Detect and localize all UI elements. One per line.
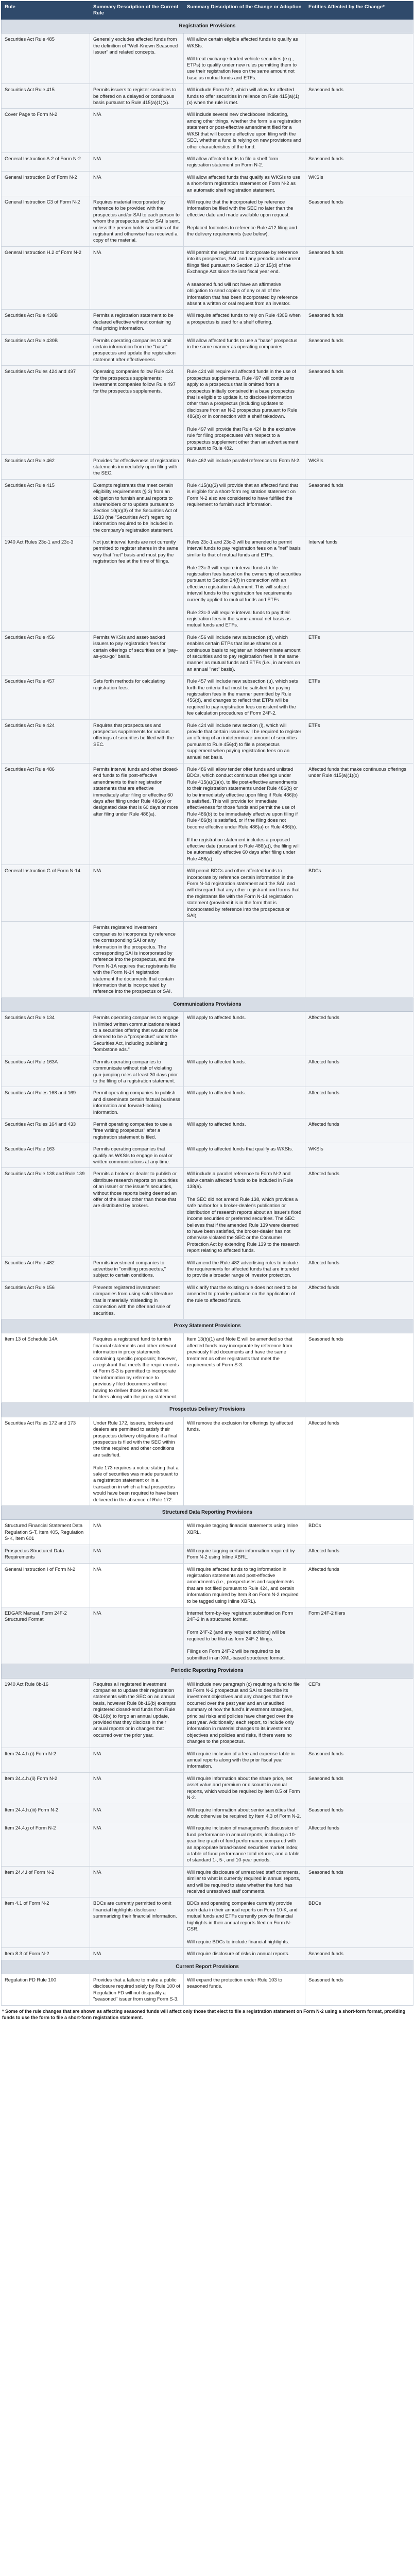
entities-cell: Affected funds: [305, 1118, 413, 1143]
entities-cell: Affected funds: [305, 1545, 413, 1563]
rule-cell: Regulation FD Rule 100: [2, 1974, 90, 2006]
rule-cell: Prospectus Structured Data Requirements: [2, 1545, 90, 1563]
current-rule-cell: N/A: [90, 1607, 184, 1664]
change-cell: Will remove the exclusion for offerings by affected funds.: [184, 1417, 305, 1505]
entities-cell: ETFs: [305, 675, 413, 719]
table-row: [2, 246, 413, 310]
rule-cell: Securities Act Rule 457: [2, 675, 90, 719]
table-row: [2, 1974, 413, 2006]
rule-cell: Securities Act Rule 424: [2, 719, 90, 763]
table-row: [2, 1678, 413, 1748]
current-rule-cell: Under Rule 172, issuers, brokers and dealers are permitted to satisfy their prospectus delivery obligations if a final prospectus is filed with the SEC within the time required and other conditions are satisfied. Rule 173 requires a notice stating that a sale of securities was made pursuant to a registration statement or in a transaction in which a final prospectus would have been required to have been delivered in the absence of Rule 172.: [90, 1417, 184, 1505]
entities-cell: Seasoned funds: [305, 1804, 413, 1822]
change-cell: Will require inclusion of a fee and expense table in annual reports along with the prior fiscal year information.: [184, 1748, 305, 1772]
current-rule-cell: Prevents registered investment companies from using sales literature that is materially misleading in connection with the offer and sale of securities.: [90, 1281, 184, 1319]
header-change: Summary Description of the Change or Adoption: [184, 2, 305, 20]
entities-cell: [305, 33, 413, 84]
rule-cell: Securities Act Rule 163: [2, 1143, 90, 1168]
table-row: [2, 719, 413, 763]
entities-cell: Seasoned funds: [305, 1866, 413, 1897]
entities-cell: Seasoned funds: [305, 1748, 413, 1772]
entities-cell: Seasoned funds: [305, 479, 413, 536]
rule-cell: Securities Act Rule 485: [2, 33, 90, 84]
change-cell: Will apply to affected funds.: [184, 1118, 305, 1143]
current-rule-cell: Generally excludes affected funds from the definition of "Well-Known Seasoned Issuer" and related concepts.: [90, 33, 184, 84]
current-rule-cell: N/A: [90, 152, 184, 171]
table-row: [2, 764, 413, 865]
header-row: [2, 2, 413, 20]
entities-cell: BDCs: [305, 1897, 413, 1948]
rule-cell: Securities Act Rules 424 and 497: [2, 366, 90, 454]
current-rule-cell: Operating companies follow Rule 424 for the prospectus supplements; investment companies follow Rule 497 for the prospectus supplements.: [90, 366, 184, 454]
change-cell: Will apply to affected funds.: [184, 1012, 305, 1056]
current-rule-cell: Permits operating companies to communicate without risk of violating gun-jumping rules at least 30 days prior to the filing of a registration statement.: [90, 1056, 184, 1087]
entities-cell: BDCs: [305, 1520, 413, 1545]
entities-cell: Affected funds: [305, 1257, 413, 1281]
table-row: [2, 171, 413, 196]
entities-cell: Form 24F-2 filers: [305, 1607, 413, 1664]
entities-cell: CEFs: [305, 1678, 413, 1748]
rule-cell: Securities Act Rule 456: [2, 631, 90, 675]
current-rule-cell: Requires all registered investment companies to update their registration statements with the SEC on an annual basis, however Rule 8b-16(b) exempts registered closed-end funds from Rule 8b-16(b) to forgo an annual update, provided that they disclose in their annual reports or in changes that occurred over the prior year.: [90, 1678, 184, 1748]
table-row: [2, 1281, 413, 1319]
change-cell: Item 13(b)(1) and Note E will be amended so that affected funds may incorporate by reference from previously filed documents and have the same treatment as other registrants that meet the requirements of Form S-3.: [184, 1333, 305, 1403]
rule-cell: Securities Act Rule 134: [2, 1012, 90, 1056]
table-row: [2, 109, 413, 152]
current-rule-cell: N/A: [90, 1772, 184, 1804]
current-rule-cell: Sets forth methods for calculating registration fees.: [90, 675, 184, 719]
change-cell: Will require affected funds to rely on Rule 430B when a prospectus is used for a shelf offering.: [184, 310, 305, 334]
entities-cell: Seasoned funds: [305, 1974, 413, 2006]
current-rule-cell: Provides for effectiveness of registration statements immediately upon filing with the SEC.: [90, 454, 184, 479]
rule-cell: Securities Act Rule 156: [2, 1281, 90, 1319]
change-cell: Will amend the Rule 482 advertising rules to include the requirements for affected funds that are intended to provide a broader range of investor protection.: [184, 1257, 305, 1281]
change-cell: Rules 23c-1 and 23c-3 will be amended to permit interval funds to pay registration fees on a "net" basis similar to that of mutual funds and ETFs. Rule 23c-3 will require interval funds to file registration fees based on the ownership of securities pursuant to Section 24(f) in connection with an effective registration statement. This will subject interval funds to the registration fee requirements currently applied to mutual funds and ETFs. Rule 23c-3 will require interval funds to pay their registration fees in the same annual net basis as mutual funds and ETFs.: [184, 536, 305, 632]
rule-cell: Securities Act Rules 172 and 173: [2, 1417, 90, 1505]
change-cell: Will permit the registrant to incorporate by reference into its prospectus, SAI, and any periodic and current filings filed pursuant to Section 13 or 15(d) of the Exchange Act since the last fiscal year end. A seasoned fund will not have an affirmative obligation to send copies of any or all of the information that has been incorporated by reference absent a written or oral request from an investor.: [184, 246, 305, 310]
current-rule-cell: Permit operating companies to publish and disseminate certain factual business information and forward-looking information.: [90, 1087, 184, 1118]
entities-cell: Seasoned funds: [305, 1333, 413, 1403]
current-rule-cell: N/A: [90, 1520, 184, 1545]
change-cell: Will apply to affected funds.: [184, 1056, 305, 1087]
entities-cell: Seasoned funds: [305, 196, 413, 246]
rule-cell: General Instruction I of Form N-2: [2, 1563, 90, 1607]
section-header: [2, 1319, 413, 1333]
section-header: [2, 997, 413, 1011]
table-row: [2, 1143, 413, 1168]
change-cell: Will require that the incorporated by reference information be filed with the SEC no later than the effective date and made available upon request. Replaced footnotes to reference Rule 412 filing and the delivery requirements (see below).: [184, 196, 305, 246]
section-header: [2, 1664, 413, 1678]
rule-cell: Securities Act Rule 486: [2, 764, 90, 865]
table-row: [2, 536, 413, 632]
rule-cell: Cover Page to Form N-2: [2, 109, 90, 152]
table-row: [2, 1607, 413, 1664]
table-row: [2, 310, 413, 334]
current-rule-cell: Requires a registered fund to furnish financial statements and other relevant information in proxy statements containing specific proposals; however, a registrant that meets the requirements of Form S-3 is permitted to incorporate the information by reference to previously filed documents without having to deliver those to securities holders along with the proxy statement.: [90, 1333, 184, 1403]
table-row: [2, 1012, 413, 1056]
change-cell: Will allow affected funds to use a "base" prospectus in the same manner as operating companies.: [184, 334, 305, 366]
entities-cell: Affected funds: [305, 1012, 413, 1056]
table-body: [2, 20, 413, 2006]
current-rule-cell: N/A: [90, 1545, 184, 1563]
current-rule-cell: Permits operating companies to omit certain information from the "base" prospectus and update the registration statement after effectiveness.: [90, 334, 184, 366]
current-rule-cell: Requires that prospectuses and prospectus supplements for various offerings of securities be filed with the SEC.: [90, 719, 184, 763]
table-row: [2, 1772, 413, 1804]
current-rule-cell: Permits investment companies to advertise in "omitting prospectus," subject to certain conditions.: [90, 1257, 184, 1281]
change-cell: BDCs and operating companies currently provide such data in their annual reports on Form 10-K, and mutual funds and ETFs currently provide financial highlights in their annual reports filed on Form N-CSR. Will require BDCs to include financial highlights.: [184, 1897, 305, 1948]
table-row: [2, 1056, 413, 1087]
footnote: * Some of the rule changes that are shown as affecting seasoned funds will affect only those that elect to file a registration statement on Form N-2 using a short-form format, providing funds to use the form to file a short-form registration statement.: [2, 2008, 406, 2020]
rule-cell: Securities Act Rule 430B: [2, 310, 90, 334]
rule-cell: Securities Act Rule 163A: [2, 1056, 90, 1087]
entities-cell: WKSIs: [305, 1143, 413, 1168]
rule-cell: Item 8.3 of Form N-2: [2, 1948, 90, 1960]
current-rule-cell: N/A: [90, 1804, 184, 1822]
header-current-rule: Summary Description of the Current Rule: [90, 2, 184, 20]
table-row: [2, 1804, 413, 1822]
entities-cell: Affected funds: [305, 1056, 413, 1087]
rule-cell: General Instruction C3 of Form N-2: [2, 196, 90, 246]
table-row: [2, 33, 413, 84]
rule-cell: Item 4.1 of Form N-2: [2, 1897, 90, 1948]
change-cell: Internet form-by-key registrant submitted on Form 24F-2 in a structured format. Form 24F-2 (and any required exhibits) will be required to be filed as form 24F-2 filings. Filings on Form 24F-2 will be required to be submitted in an XML-based structured format.: [184, 1607, 305, 1664]
header-rule: Rule: [2, 2, 90, 20]
rule-cell: Securities Act Rule 482: [2, 1257, 90, 1281]
entities-cell: WKSIs: [305, 171, 413, 196]
section-title: Communications Provisions: [2, 997, 413, 1011]
table-row: [2, 1748, 413, 1772]
table-row: [2, 1118, 413, 1143]
current-rule-cell: Permits issuers to register securities to be offered on a delayed or continuous basis pursuant to Rule 415(a)(1)(x).: [90, 84, 184, 109]
rule-cell: Securities Act Rules 168 and 169: [2, 1087, 90, 1118]
change-cell: Will require information about the share price, net asset value and premium or discount in annual reports, which would be required by Item 8.5 of Form N-2.: [184, 1772, 305, 1804]
change-cell: Will require tagging financial statements using Inline XBRL.: [184, 1520, 305, 1545]
current-rule-cell: Permit operating companies to use a "free writing prospectus" after a registration statement is filed.: [90, 1118, 184, 1143]
rule-cell: General Instruction B of Form N-2: [2, 171, 90, 196]
change-cell: Will require affected funds to tag information in registration statements and post-effective amendments (i.e., prospectuses and supplements that are not filed pursuant to Rule 424, and certain information required by Item 8 on Form N-2 required to be tagged using Inline XBRL).: [184, 1563, 305, 1607]
current-rule-cell: N/A: [90, 246, 184, 310]
table-row: [2, 1520, 413, 1545]
current-rule-cell: Permits WKSIs and asset-backed issuers to pay registration fees for certain offerings of securities on a "pay-as-you-go" basis.: [90, 631, 184, 675]
rule-cell: General Instruction H.2 of Form N-2: [2, 246, 90, 310]
change-cell: Rule 424 will include new section (i), which will provide that certain issuers will be required to register an offering of an indeterminate amount of securities pursuant to Rule 456(d) to file a prospectus supplement when paying registration fees on an annual net basis.: [184, 719, 305, 763]
rule-cell: Securities Act Rules 164 and 433: [2, 1118, 90, 1143]
entities-cell: Affected funds: [305, 1281, 413, 1319]
table-row: [2, 196, 413, 246]
entities-cell: BDCs: [305, 865, 413, 922]
current-rule-cell: Requires material incorporated by reference to be provided with the prospectus and/or SAI to each person to whom the prospectus and/or SAI is sent, unless the person holds securities of the registrant and otherwise has received a copy of the material.: [90, 196, 184, 246]
table-row: [2, 152, 413, 171]
rules-table: [1, 1, 413, 2006]
current-rule-cell: N/A: [90, 171, 184, 196]
rule-cell: Item 24.4.i of Form N-2: [2, 1866, 90, 1897]
rule-cell: Item 24.4.g of Form N-2: [2, 1822, 90, 1866]
current-rule-cell: Provides that a failure to make a public disclosure required solely by Rule 100 of Regulation FD will not disqualify a "seasoned" issuer from using Form S-3.: [90, 1974, 184, 2006]
rule-cell: General Instruction G of Form N-14: [2, 865, 90, 922]
table-header: [2, 2, 413, 20]
entities-cell: Seasoned funds: [305, 334, 413, 366]
change-cell: Will allow certain eligible affected funds to qualify as WKSIs. Will treat exchange-traded vehicle securities (e.g., ETPs) to qualify under new rules permitting them to use their registration fees on the same amount not base as mutual funds and ETFs.: [184, 33, 305, 84]
change-cell: Will apply to affected funds that qualify as WKSIs.: [184, 1143, 305, 1168]
entities-cell: Affected funds: [305, 1168, 413, 1257]
current-rule-cell: N/A: [90, 1948, 184, 1960]
table-row: [2, 479, 413, 536]
current-rule-cell: N/A: [90, 109, 184, 152]
table-row: [2, 84, 413, 109]
rule-cell: Item 13 of Schedule 14A: [2, 1333, 90, 1403]
entities-cell: Affected funds: [305, 1087, 413, 1118]
entities-cell: Seasoned funds: [305, 310, 413, 334]
change-cell: Will permit BDCs and other affected funds to incorporate by reference certain information in the Form N-14 registration statement and the SAI, and will disregard that any other registrant and forms that the registrants file with the Form N-14 registration statement (provided it is in the form that is incorporated by reference into the prospectus or SAI).: [184, 865, 305, 922]
current-rule-cell: Permits a registration statement to be declared effective without containing final pricing information.: [90, 310, 184, 334]
section-title: Periodic Reporting Provisions: [2, 1664, 413, 1678]
table-row: [2, 675, 413, 719]
current-rule-cell: Exempts registrants that meet certain eligibility requirements (§ 3) from an obligation to furnish annual reports to shareholders or to update pursuant to Section 10(a)(3) of the Securities Act of 1933 (the "Securities Act") regarding information required to be included in the company's registration statement.: [90, 479, 184, 536]
table-row: [2, 1545, 413, 1563]
entities-cell: Seasoned funds: [305, 366, 413, 454]
current-rule-cell: BDCs are currently permitted to omit financial highlights disclosure summarizing their financial information.: [90, 1897, 184, 1948]
change-cell: Will expand the protection under Rule 103 to seasoned funds.: [184, 1974, 305, 2006]
rule-cell: Structured Financial Statement Data Regulation S-T, Item 405, Regulation S-K, Item 601: [2, 1520, 90, 1545]
table-row: [2, 1257, 413, 1281]
current-rule-cell: N/A: [90, 1866, 184, 1897]
change-cell: Will apply to affected funds.: [184, 1087, 305, 1118]
entities-cell: Seasoned funds: [305, 246, 413, 310]
current-rule-cell: N/A: [90, 865, 184, 922]
rule-cell: Securities Act Rule 430B: [2, 334, 90, 366]
entities-cell: ETFs: [305, 631, 413, 675]
section-header: [2, 1506, 413, 1520]
table-row: [2, 1563, 413, 1607]
change-cell: Will include new paragraph (c) requiring a fund to file its Form N-2 prospectus and SAI to describe its investment objectives and any changes that have occurred over the past year and an unaudited summary of how the fund's investment strategies, principal risks and policies have changed over the past year. Additionally, each report, to include only information in material changes to its investment objectives and policies and risks, if there were no changes to the prospectus.: [184, 1678, 305, 1748]
section-header: [2, 20, 413, 33]
current-rule-cell: Not just interval funds are not currently permitted to register shares in the same way that "net" basis and must pay the registration fee at the time of filings.: [90, 536, 184, 632]
entities-cell: Seasoned funds: [305, 1948, 413, 1960]
change-cell: Rule 415(a)(3) will provide that an affected fund that is eligible for a short-form registration statement on Form N-2 also are considered to have fulfilled the requirement to furnish such information.: [184, 479, 305, 536]
table-row: [2, 454, 413, 479]
entities-cell: Affected funds that make continuous offerings under Rule 415(a)(1)(x): [305, 764, 413, 865]
current-rule-cell: Permits registered investment companies to incorporate by reference the corresponding SAI or any information in the prospectus. The corresponding SAI is incorporated by reference into the prospectus, and the Form N-1A requires that registrants file with the Form N-14 registration statement the documents that contain information that is incorporated by reference into the prospectus or SAI.: [90, 922, 184, 997]
section-title: Structured Data Reporting Provisions: [2, 1506, 413, 1520]
change-cell: Rule 457 will include new subsection (u), which sets forth the criteria that must be satisfied for paying registration fees in the manner permitted by Rule 456(d), and changes to reflect that ETPs will be required to pay registration fees consistent with the fee calculation procedures of Form 24F-2.: [184, 675, 305, 719]
table-row: [2, 631, 413, 675]
rule-cell: Item 24.4.h.(iii) Form N-2: [2, 1804, 90, 1822]
rule-cell: Item 24.4.h.(ii) Form N-2: [2, 1772, 90, 1804]
entities-cell: WKSIs: [305, 454, 413, 479]
current-rule-cell: Permits operating companies to engage in limited written communications related to a securities offering that would not be deemed to be a "prospectus" under the Securities Act, including publishing "tombstone ads.": [90, 1012, 184, 1056]
entities-cell: Seasoned funds: [305, 84, 413, 109]
table-row: [2, 1333, 413, 1403]
section-header: [2, 1403, 413, 1417]
current-rule-cell: N/A: [90, 1748, 184, 1772]
current-rule-cell: Permits a broker or dealer to publish or distribute research reports on securities of an issuer or the issuer's securities, without those reports being deemed an offer of the issuer other than those that are distributed by brokers.: [90, 1168, 184, 1257]
rule-cell: Securities Act Rule 462: [2, 454, 90, 479]
change-cell: [184, 922, 305, 997]
section-title: Prospectus Delivery Provisions: [2, 1403, 413, 1417]
rule-cell: Securities Act Rule 138 and Rule 139: [2, 1168, 90, 1257]
change-cell: Will require inclusion of management's discussion of fund performance in annual reports, including a 10-year line graph of fund performance compared with an appropriate broad-based securities market index; a table of fund performance total returns; and a table of standard 1-, 5-, and 10-year periods.: [184, 1822, 305, 1866]
change-cell: Will require tagging certain information required by Form N-2 using Inline XBRL.: [184, 1545, 305, 1563]
current-rule-cell: Permits interval funds and other closed-end funds to file post-effective amendments to their registration statements that are effective immediately after filing or effective 60 days after filing under Rule 486(a) or designated date that is 60 days or more after filing under Rule 486(a).: [90, 764, 184, 865]
entities-cell: ETFs: [305, 719, 413, 763]
change-cell: Will include Form N-2, which will allow for affected funds to offer securities in reliance on Rule 415(a)(1)(x) when the rule is met.: [184, 84, 305, 109]
entities-cell: [305, 109, 413, 152]
table-row: [2, 1087, 413, 1118]
section-title: Current Report Provisions: [2, 1960, 413, 1974]
change-cell: Rule 486 will allow tender offer funds and unlisted BDCs, which conduct continuous offerings under Rule 415(a)(1)(x), to file post-effective amendments to their registration statements under Rule 486(b) or to be immediately effective upon filing if Rule 486(b) is satisfied. This will provide for immediate effectiveness for those funds and permit the use of Rule 486(b) to be immediately effective upon filing if Rule 486(b) is satisfied, or if the filing does not become effective under Rule 486(a) or Rule 486(b). If the registration statement includes a proposed effective date (pursuant to Rule 486(a)), the filing will be automatically effective 60 days after filing under Rule 486(a).: [184, 764, 305, 865]
section-header: [2, 1960, 413, 1974]
change-cell: Will allow affected funds that qualify as WKSIs to use a short-form registration statement on Form N-2 as an automatic shelf registration statement.: [184, 171, 305, 196]
change-cell: Will include a parallel reference to Form N-2 and allow certain affected funds to be included in Rule 138(a). The SEC did not amend Rule 138, which provides a safe harbor for a broker-dealer's publication or distribution of research reports about an issuer's fixed income securities or preferred securities. The SEC believes that if the amended Rule 139 were deemed to have been satisfied, the broker-dealer has not otherwise violated the SEC or the Consumer Protection Act by extending Rule 139 to the research report relating to affected funds.: [184, 1168, 305, 1257]
change-cell: Will clarify that the existing rule does not need to be amended to provide guidance on the application of the rule to affected funds.: [184, 1281, 305, 1319]
rule-cell: Securities Act Rule 415: [2, 479, 90, 536]
change-cell: Rule 424 will require all affected funds in the use of prospectus supplements. Rule 497 will continue to apply to a prospectus that is omitted from a prospectus initially contained in a base prospectus that is eligible to update it, to disclose information other than a prospectus (including updates to disclosure from an N-2 prospectus pursuant to Rule 486(b) or in connection with a shelf takedown. Rule 497 will provide that Rule 424 is the exclusive rule for filing prospectuses with respect to a prospectus supplement other than an advertisement pursuant to Rule 482.: [184, 366, 305, 454]
entities-cell: Seasoned funds: [305, 152, 413, 171]
table-row: [2, 1822, 413, 1866]
entities-cell: Affected funds: [305, 1417, 413, 1505]
rule-cell: General Instruction A.2 of Form N-2: [2, 152, 90, 171]
change-cell: Rule 462 will include parallel references to Form N-2.: [184, 454, 305, 479]
section-title: Registration Provisions: [2, 20, 413, 33]
table-row: [2, 334, 413, 366]
current-rule-cell: N/A: [90, 1563, 184, 1607]
entities-cell: Interval funds: [305, 536, 413, 632]
change-cell: Will allow affected funds to file a shelf form registration statement on Form N-2.: [184, 152, 305, 171]
change-cell: Rule 456 will include new subsection (d), which enables certain ETPs that issue shares on a continuous basis to register an indeterminate amount of securities and to pay registration fees in the same manner as mutual funds and ETFs (i.e., in arrears on an annual "net" basis).: [184, 631, 305, 675]
current-rule-cell: N/A: [90, 1822, 184, 1866]
current-rule-cell: Permits operating companies that qualify as WKSIs to engage in oral or written communications at any time.: [90, 1143, 184, 1168]
change-cell: Will require disclosure of risks in annual reports.: [184, 1948, 305, 1960]
header-entities: Entities Affected by the Change*: [305, 2, 413, 20]
section-title: Proxy Statement Provisions: [2, 1319, 413, 1333]
rule-cell: EDGAR Manual, Form 24F-2 Structured Format: [2, 1607, 90, 1664]
rule-cell: Securities Act Rule 415: [2, 84, 90, 109]
change-cell: Will require information about senior securities that would otherwise be required by Item 4.3 of Form N-2.: [184, 1804, 305, 1822]
table-row: [2, 1417, 413, 1505]
entities-cell: Affected funds: [305, 1563, 413, 1607]
rule-cell: [2, 922, 90, 997]
table-row: [2, 865, 413, 922]
change-cell: Will include several new checkboxes indicating, among other things, whether the form is a registration statement or post-effective amendment filed for a WKSI that will become effective upon filing with the SEC, whether a fund is relying on new provisions and other characteristics of the fund.: [184, 109, 305, 152]
entities-cell: Seasoned funds: [305, 1772, 413, 1804]
table-row: [2, 1866, 413, 1897]
table-row: [2, 1948, 413, 1960]
rule-cell: 1940 Act Rule 8b-16: [2, 1678, 90, 1748]
change-cell: Will require disclosure of unresolved staff comments, similar to what is currently required in annual reports, and will be required to state whether the fund has received unresolved staff comments.: [184, 1866, 305, 1897]
table-row: [2, 922, 413, 997]
entities-cell: Affected funds: [305, 1822, 413, 1866]
table-row: [2, 1897, 413, 1948]
rule-cell: Item 24.4.h.(i) Form N-2: [2, 1748, 90, 1772]
rule-cell: 1940 Act Rules 23c-1 and 23c-3: [2, 536, 90, 632]
entities-cell: [305, 922, 413, 997]
table-row: [2, 366, 413, 454]
table-row: [2, 1168, 413, 1257]
